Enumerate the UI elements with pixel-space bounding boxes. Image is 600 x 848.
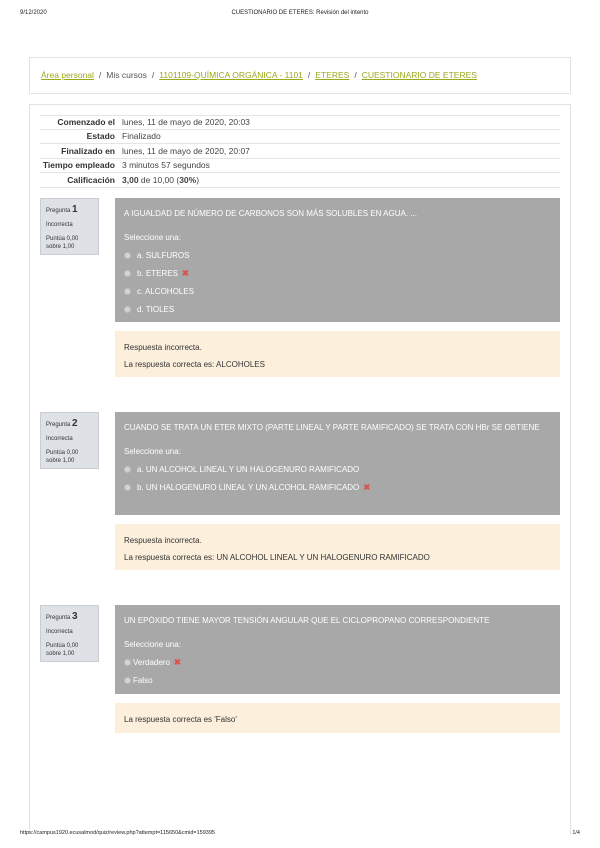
answer-label: b. ETERES <box>137 268 178 278</box>
answer-list <box>124 246 551 318</box>
question-grade-line1: Puntúa 0,00 <box>46 449 79 456</box>
breadcrumb-mis-cursos: Mis cursos <box>106 70 147 80</box>
question-prompt: Seleccione una: <box>124 447 181 456</box>
question-3-feedback <box>115 703 560 733</box>
summary-label: Comenzado el <box>57 117 115 128</box>
question-state: Incorrecta <box>46 628 73 635</box>
question-grade-line1: Puntúa 0,00 <box>46 642 79 649</box>
x-mark-icon: ✖ <box>173 656 182 667</box>
question-2-info <box>40 412 99 469</box>
question-state: Incorrecta <box>46 435 73 442</box>
answer-label: c. ALCOHOLES <box>137 286 194 296</box>
print-url: https://campus1920.ecusalmod/quiz/review.php?attempt=115650&cmid=159395 <box>20 830 215 836</box>
question-number <box>46 610 93 624</box>
question-3-content <box>115 605 560 694</box>
answer-label: Falso <box>133 675 153 685</box>
answer-option-true[interactable] <box>124 653 551 671</box>
breadcrumb-quiz[interactable]: CUESTIONARIO DE ETERES <box>361 70 477 80</box>
question-prompt: Seleccione una: <box>124 233 181 242</box>
question-1-feedback <box>115 331 560 377</box>
answer-option-false[interactable] <box>124 671 551 689</box>
breadcrumb <box>29 57 571 94</box>
radio-icon[interactable] <box>124 270 131 277</box>
question-grade <box>46 449 93 465</box>
question-grade <box>46 642 93 658</box>
question-state: Incorrecta <box>46 221 73 228</box>
summary-row-state <box>40 130 560 145</box>
question-grade <box>46 235 93 251</box>
question-2-content <box>115 412 560 515</box>
breadcrumb-separator: / <box>307 70 311 80</box>
radio-icon[interactable] <box>124 466 131 473</box>
question-text: UN EPÓXIDO TIENE MAYOR TENSIÓN ANGULAR QUE EL CICLOPROPANO CORRESPONDIENTE <box>124 616 490 625</box>
question-1-info <box>40 198 99 255</box>
answer-list <box>124 460 551 496</box>
question-number <box>46 417 93 431</box>
question-number-value: 2 <box>72 418 78 429</box>
summary-value: lunes, 11 de mayo de 2020, 20:07 <box>122 145 250 156</box>
summary-row-started <box>40 115 560 130</box>
breadcrumb-area-personal[interactable]: Área personal <box>41 70 94 80</box>
attempt-summary-table <box>40 115 560 188</box>
print-footer <box>0 830 600 840</box>
grade-close: ) <box>196 174 200 185</box>
answer-option[interactable] <box>124 478 551 496</box>
print-header <box>0 10 600 20</box>
x-mark-icon: ✖ <box>363 481 371 492</box>
radio-icon[interactable] <box>124 677 131 684</box>
question-label: Pregunta <box>46 422 71 428</box>
feedback-line: La respuesta correcta es 'Falso' <box>124 715 237 724</box>
answer-option[interactable] <box>124 460 551 478</box>
feedback-line: Respuesta incorrecta. <box>124 343 202 352</box>
summary-label: Estado <box>86 131 115 142</box>
question-2-feedback <box>115 524 560 570</box>
breadcrumb-eteres[interactable]: ETERES <box>315 70 350 80</box>
print-page-count: 1/4 <box>572 830 580 836</box>
question-prompt: Seleccione una: <box>124 640 181 649</box>
grade-of: de 10,00 ( <box>140 174 180 185</box>
summary-label: Tiempo empleado <box>42 160 115 171</box>
feedback-line: La respuesta correcta es: ALCOHOLES <box>124 360 265 369</box>
question-1-content <box>115 198 560 322</box>
question-text: CUANDO SE TRATA UN ETER MIXTO (PARTE LINEAL Y PARTE RAMIFICADO) SE TRATA CON HBr SE OBTIENE <box>124 423 540 432</box>
question-3-info <box>40 605 99 662</box>
breadcrumb-course[interactable]: 1101109-QUÍMICA ORGÁNICA - 1101 <box>159 70 303 80</box>
answer-option[interactable] <box>124 246 551 264</box>
radio-icon[interactable] <box>124 659 131 666</box>
question-number-value: 3 <box>72 611 78 622</box>
summary-value: lunes, 11 de mayo de 2020, 20:03 <box>122 117 250 128</box>
breadcrumb-separator: / <box>98 70 102 80</box>
answer-label: Verdadero <box>133 657 170 667</box>
answer-label: a. UN ALCOHOL LINEAL Y UN HALOGENURO RAMIFICADO <box>137 464 360 474</box>
summary-label: Calificación <box>67 174 115 185</box>
question-number <box>46 203 93 217</box>
answer-option[interactable] <box>124 300 551 318</box>
grade-score: 3,00 <box>122 174 139 185</box>
radio-icon[interactable] <box>124 252 131 259</box>
question-text: A IGUALDAD DE NÚMERO DE CARBONOS SON MÁS SOLUBLES EN AGUA. ... <box>124 209 417 218</box>
print-title: CUESTIONARIO DE ETERES: Revisión del intento <box>231 10 369 16</box>
summary-label: Finalizado en <box>61 145 115 156</box>
grade-percent: 30% <box>179 174 197 185</box>
radio-icon[interactable] <box>124 288 131 295</box>
print-date: 9/12/2020 <box>20 10 47 16</box>
feedback-line: La respuesta correcta es: UN ALCOHOL LINEAL Y UN HALOGENURO RAMIFICADO <box>124 553 430 562</box>
answer-option[interactable] <box>124 282 551 300</box>
summary-row-time <box>40 159 560 174</box>
question-label: Pregunta <box>46 208 71 214</box>
question-label: Pregunta <box>46 615 71 621</box>
summary-value: 3 minutos 57 segundos <box>122 160 210 171</box>
question-grade-line2: sobre 1,00 <box>46 650 75 657</box>
feedback-line: Respuesta incorrecta. <box>124 536 202 545</box>
answer-label: d. TIOLES <box>137 304 175 314</box>
answer-option[interactable] <box>124 264 551 282</box>
answer-label: b. UN HALOGENURO LINEAL Y UN ALCOHOL RAMIFICADO <box>137 482 360 492</box>
question-number-value: 1 <box>72 204 78 215</box>
question-grade-line2: sobre 1,00 <box>46 457 75 464</box>
answer-label: a. SULFUROS <box>137 250 190 260</box>
question-grade-line1: Puntúa 0,00 <box>46 235 79 242</box>
summary-row-finished <box>40 144 560 159</box>
breadcrumb-separator: / <box>151 70 155 80</box>
radio-icon[interactable] <box>124 484 131 491</box>
breadcrumb-separator: / <box>354 70 357 80</box>
summary-row-grade <box>40 173 560 188</box>
question-grade-line2: sobre 1,00 <box>46 243 75 250</box>
x-mark-icon: ✖ <box>181 267 190 278</box>
summary-value <box>122 175 199 185</box>
answer-list <box>124 653 551 689</box>
summary-value: Finalizado <box>122 131 161 142</box>
radio-icon[interactable] <box>124 306 131 313</box>
